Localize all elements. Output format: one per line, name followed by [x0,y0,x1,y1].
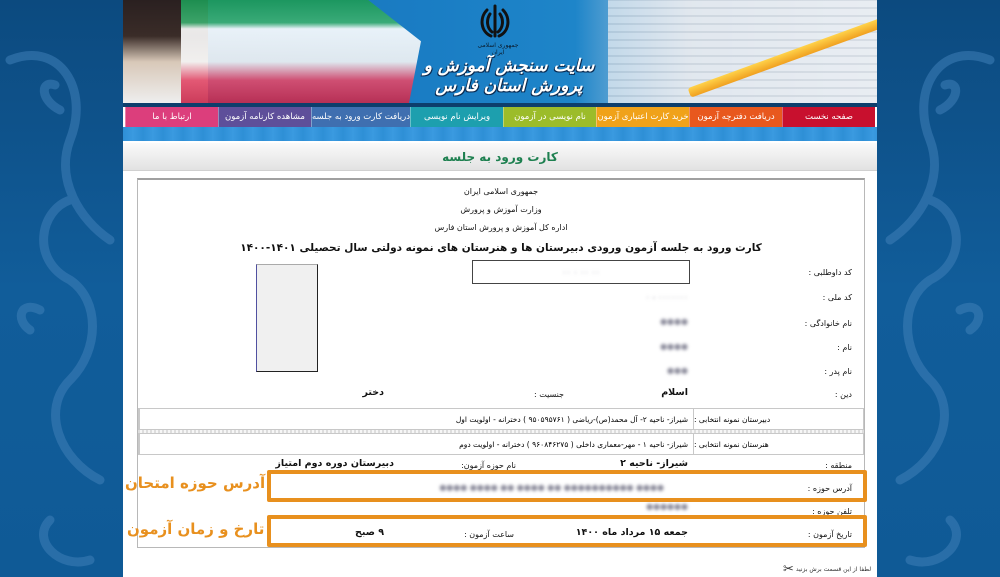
exam-center-phone-value: ●●●●●● [646,502,688,511]
national-code-label: کد ملی : [822,293,852,302]
national-code-value: ۰۰۰۰۰۰۰ - ۰ [645,293,688,302]
banner-answer-sheet-image [608,0,877,103]
gender-label: جنسیت : [533,390,564,399]
page-container [123,0,877,577]
exam-center-address-value: ●●●● ●●●●●●●●●● ●● ●●●● ●● ●●●● ●●●● [439,483,664,492]
address-highlight-box [267,470,867,502]
cut-note [783,562,871,577]
iran-emblem-icon [477,2,513,42]
nav-edit-registration[interactable]: ویرایش نام نویسی [410,107,503,127]
exam-center-address-label: آدرس حوزه : [807,484,852,493]
selected-highschool-row [138,408,864,430]
exam-time-label: ساعت آزمون : [464,530,514,539]
main-navigation [123,107,877,127]
page-title: کارت ورود به جلسه [442,149,558,164]
last-name-value: ●●●● [660,317,688,326]
emblem-caption: جمهوری اسلامی ایران [477,42,519,56]
banner-flag-image [181,0,421,103]
candidate-code-value: ۰۰ ۰ ۰۰ ۰۰ [562,267,600,277]
selected-highschool-label: دبیرستان نمونه انتخابی : [693,409,863,429]
selected-highschool-value: شیراز- ناحیه ۲- آل محمد(ص)-ریاضی ( ۹۵۰۵۹۵۷۶۱ ) دخترانه - اولویت اول [139,409,692,429]
nav-pattern-strip [123,127,877,141]
exam-center-name-label: نام حوزه آزمون: [461,461,516,470]
nav-register-exam[interactable]: نام نویسی در آزمون [503,107,596,127]
floral-icon [877,0,1000,577]
nav-buy-credit-card[interactable]: خرید کارت اعتباری آزمون [596,107,689,127]
exam-date-label: تاریخ آزمون : [807,530,852,539]
header-line-provincial-office: اداره کل آموزش و پرورش استان فارس [434,223,568,232]
selected-vocational-value: شیراز- ناحیه ۱ - مهر-معماری داخلی ( ۹۶۰۸۴۶۲۷۵ ) دخترانه - اولویت دوم [139,434,692,454]
candidate-photo [256,264,318,372]
religion-value: اسلام [661,387,688,398]
page-title-bar [123,143,877,171]
father-name-value: ●●● [667,366,688,375]
exam-center-phone-label: تلفن حوزه : [812,507,852,516]
selected-vocational-label: هنرستان نمونه انتخابی : [693,434,863,454]
gender-value: دختر [362,387,384,398]
region-label: منطقه : [825,461,852,470]
nav-contact-us[interactable]: ارتباط با ما [125,107,218,127]
nav-top-border [123,103,877,107]
datetime-annotation: تارخ و زمان آزمون [127,520,265,538]
nav-view-report-card[interactable]: مشاهده کارنامه آزمون [218,107,311,127]
right-floral-decoration [877,0,1000,577]
header-line-republic: جمهوری اسلامی ایران [463,187,539,196]
father-name-label: نام پدر : [824,367,852,376]
selected-vocational-row [138,433,864,455]
header-banner [123,0,877,103]
left-floral-decoration [0,0,123,577]
candidate-code-label: کد داوطلبی : [808,268,852,277]
religion-label: دین : [834,390,852,399]
datetime-highlight-box [267,515,867,547]
exam-date-value: جمعه ۱۵ مرداد ماه ۱۴۰۰ [575,527,688,538]
nav-download-booklet[interactable]: دریافت دفترچه آزمون [689,107,782,127]
exam-time-value: ۹ صبح [354,527,384,538]
site-title: سایت سنجش آموزش و پرورش استان فارس [423,56,595,96]
card-heading: کارت ورود به جلسه آزمون ورودی دبیرستان ها و هنرستان های نمونه دولتی سال تحصیلی ۱۴۰۱-۱۴۰۰ [240,242,762,254]
floral-icon [0,0,123,577]
last-name-label: نام خانوادگی : [804,319,852,328]
first-name-label: نام : [837,343,852,352]
scissors-icon: ✂ [783,562,794,577]
cut-note-text: لطفا از این قسمت برش بزنید [795,566,872,573]
address-annotation: آدرس حوزه امتحان [125,474,266,492]
exam-center-name-value: دبیرستان دوره دوم امتیاز [275,458,394,469]
header-line-ministry: وزارت آموزش و پرورش [460,205,542,214]
nav-get-entry-card[interactable]: دریافت کارت ورود به جلسه [311,107,410,127]
candidate-code-box [472,260,690,284]
region-value: شیراز- ناحیه ۲ [620,458,688,469]
first-name-value: ●●●● [660,342,688,351]
nav-home[interactable]: صفحه نخست [782,107,875,127]
